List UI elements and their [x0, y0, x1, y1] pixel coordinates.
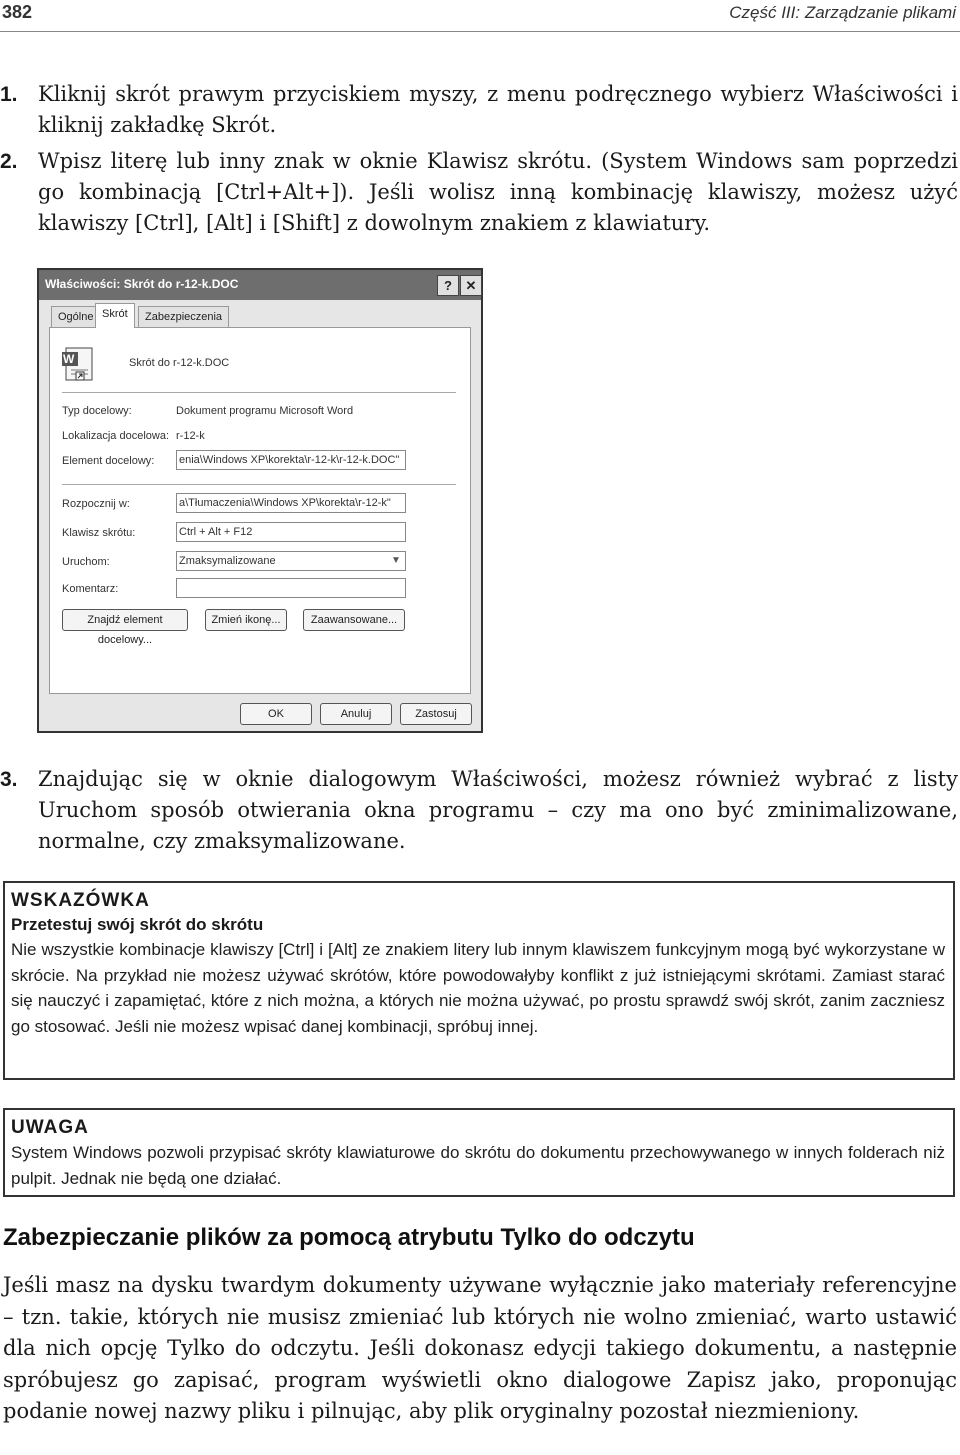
start-in-field[interactable]: a\Tłumaczenia\Windows XP\korekta\r-12-k" — [176, 493, 406, 513]
advanced-button[interactable]: Zaawansowane... — [303, 609, 405, 631]
step-2 — [0, 146, 958, 239]
step-text: Kliknij skrót prawym przyciskiem myszy, z menu podręcznego wybierz Właściwości i kliknij zakładkę Skrót. — [38, 82, 958, 137]
target-field[interactable]: enia\Windows XP\korekta\r-12-k\r-12-k.DOC" — [176, 450, 406, 470]
cancel-button[interactable]: Anuluj — [320, 703, 392, 725]
step-3 — [0, 764, 958, 857]
tip-body: Nie wszystkie kombinacje klawiszy [Ctrl] i [Alt] ze znakiem litery lub innym klawiszem funkcyjnym mogą być wykorzystane w skrócie. Na przykład nie możesz używać skrótów, które powodowałyby konflikt z już istniejącymi skrótami. Zamiast starać się nauczyć i zapamiętać, które z nich można, a których nie można używać, po prostu sprawdź swój skrót, zanim zaczniesz go stosować. Jeśli nie możesz wpisać danej kombinacji, spróbuj innej. — [11, 940, 945, 1036]
shortcut-key-label: Klawisz skrótu: — [62, 527, 136, 539]
step-number: 2. — [0, 150, 18, 173]
chevron-down-icon[interactable]: ▼ — [391, 555, 401, 566]
apply-button[interactable]: Zastosuj — [400, 703, 472, 725]
page-header — [0, 0, 960, 26]
word-badge-letter: W — [63, 352, 75, 366]
section-paragraph: Jeśli masz na dysku twardym dokumenty używane wyłącznie jako materiały referencyjne – tzn. takie, których nie musisz zmieniać lub których nie wolno zmieniać, warto ustawić dla nich opcję Tylko do odczytu. Jeśli dokonasz edycji takiego dokumentu, a następnie spróbujesz go zapisać, program wyświetli okno dialogowe Zapisz jako, proponując podanie nowej nazwy pliku i pilnując, aby plik oryginalny pozostał niezmieniony. — [3, 1273, 957, 1424]
running-title: Część III: Zarządzanie plikami — [729, 3, 956, 22]
note-heading: UWAGA — [11, 1117, 89, 1138]
shortcut-name: Skrót do r-12-k.DOC — [129, 357, 230, 369]
tab-shortcut[interactable]: Skrót — [95, 303, 135, 328]
divider — [62, 392, 456, 393]
run-select[interactable] — [176, 551, 406, 571]
tab-security[interactable]: Zabezpieczenia — [138, 306, 229, 328]
step-1 — [0, 79, 958, 141]
note-body: System Windows pozwoli przypisać skróty klawiaturowe do skrótu do dokumentu przechowywanego w innych folderach niż pulpit. Jednak nie będą one działać. — [11, 1143, 945, 1188]
step-number: 1. — [0, 83, 18, 106]
tab-general[interactable]: Ogólne — [51, 306, 100, 328]
target-type-label: Typ docelowy: — [62, 405, 132, 417]
shortcut-key-field[interactable]: Ctrl + Alt + F12 — [176, 522, 406, 542]
tip-heading: WSKAZÓWKA — [11, 890, 150, 911]
comment-field[interactable] — [176, 578, 406, 598]
target-location-label: Lokalizacja docelowa: — [62, 430, 170, 442]
change-icon-button[interactable]: Zmień ikonę... — [205, 609, 287, 631]
target-label: Element docelowy: — [62, 455, 155, 467]
target-location-value: r-12-k — [176, 430, 205, 442]
find-target-button[interactable]: Znajdź element docelowy... — [62, 609, 188, 631]
run-label: Uruchom: — [62, 556, 110, 568]
help-icon[interactable]: ? — [437, 275, 459, 296]
header-rule — [0, 31, 960, 32]
word-document-icon — [62, 346, 98, 384]
page-number: 382 — [2, 2, 33, 22]
dialog-title-bar — [39, 270, 481, 300]
run-select-value: Zmaksymalizowane — [179, 555, 276, 567]
step-text: Znajdując się w oknie dialogowym Właściwości, możesz również wybrać z listy Uruchom sposób otwierania okna programu – czy ma ono być zminimalizowane, normalne, czy zmaksymalizowane. — [38, 767, 958, 853]
shortcut-tab-panel — [49, 327, 471, 694]
note-box — [3, 1108, 955, 1197]
section-heading: Zabezpieczanie plików za pomocą atrybutu Tylko do odczytu — [3, 1224, 695, 1251]
close-icon[interactable]: ✕ — [460, 275, 482, 296]
start-in-label: Rozpocznij w: — [62, 498, 130, 510]
comment-label: Komentarz: — [62, 583, 119, 595]
tip-box — [3, 881, 955, 1080]
divider — [62, 484, 456, 485]
step-text: Wpisz literę lub inny znak w oknie Klawisz skrótu. (System Windows sam poprzedzi go kombinacją [Ctrl+Alt+]). Jeśli wolisz inną kombinację klawiszy, możesz użyć klawiszy [Ctrl], [Alt] i [Shift] z dowolnym znakiem z klawiatury. — [38, 149, 958, 235]
ok-button[interactable]: OK — [240, 703, 312, 725]
step-number: 3. — [0, 768, 18, 791]
dialog-title: Właściwości: Skrót do r-12-k.DOC — [45, 277, 239, 291]
tip-subheading: Przetestuj swój skrót do skrótu — [11, 915, 264, 934]
target-type-value: Dokument programu Microsoft Word — [176, 405, 354, 417]
properties-dialog-screenshot — [37, 268, 483, 733]
